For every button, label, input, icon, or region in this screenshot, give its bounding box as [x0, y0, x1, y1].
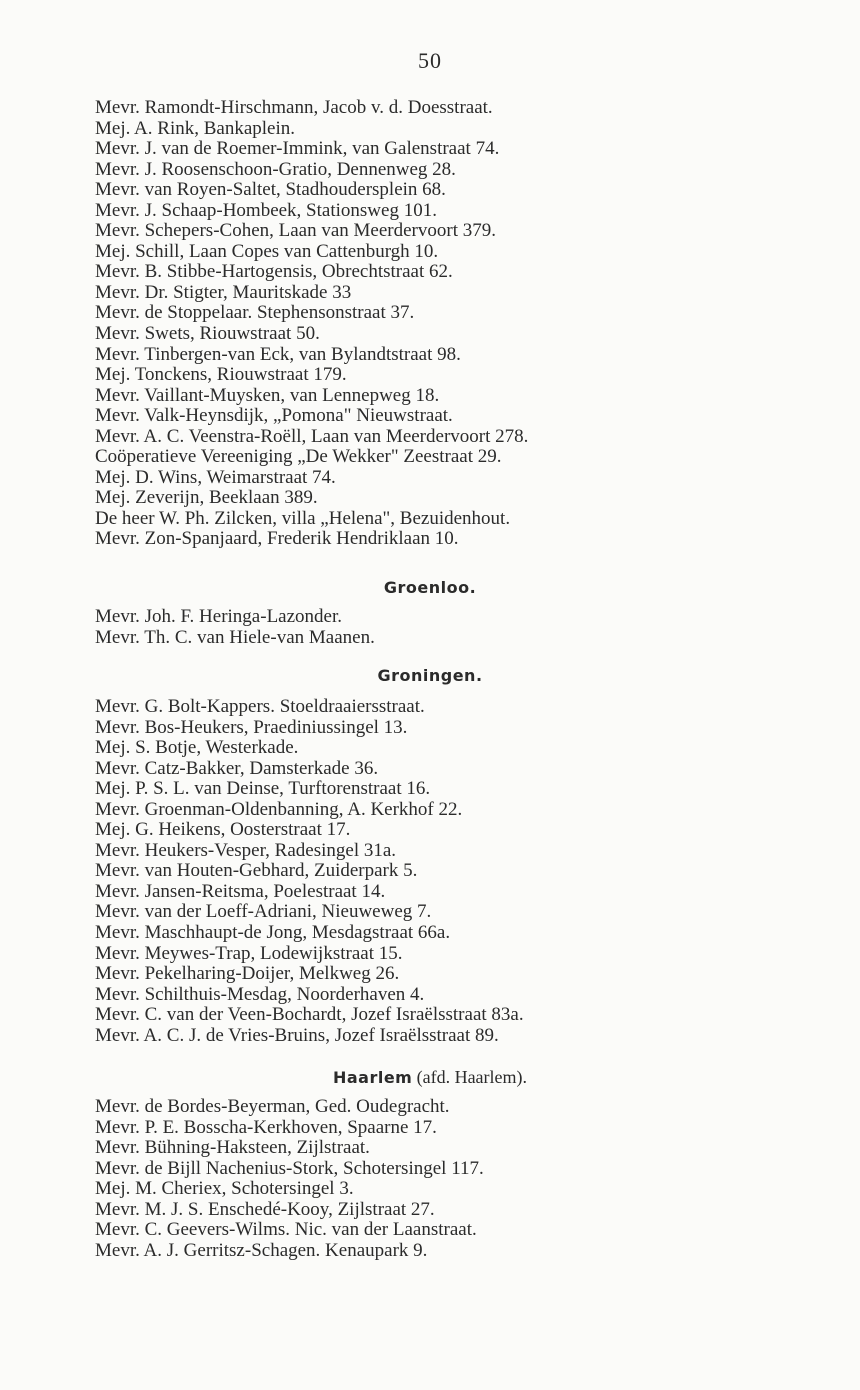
list-item: Mevr. Schepers-Cohen, Laan van Meerdervoort 379.: [95, 220, 496, 242]
list-item: Mevr. Heukers-Vesper, Radesingel 31a.: [95, 839, 397, 861]
list-item: Mej. D. Wins, Weimarstraat 74.: [95, 466, 336, 488]
list-item: Mevr. C. Geevers-Wilms. Nic. van der Laanstraat.: [95, 1219, 477, 1241]
list-item: Mevr. de Bijll Nachenius-Stork, Schotersingel 117.: [95, 1157, 484, 1179]
list-item: Mevr. Catz-Bakker, Damsterkade 36.: [95, 757, 379, 779]
list-item: Mevr. J. Roosenschoon-Gratio, Dennenweg 28.: [95, 158, 456, 180]
section-heading-groningen: [0, 666, 860, 686]
list-item: Mevr. Bühning-Haksteen, Zijlstraat.: [95, 1137, 370, 1159]
page-number: 50: [418, 48, 442, 73]
list-item: Mej. M. Cheriex, Schotersingel 3.: [95, 1178, 354, 1200]
section-heading-text: Haarlem: [332, 1068, 413, 1087]
list-item: Mevr. G. Bolt-Kappers. Stoeldraaiersstraat.: [95, 696, 425, 717]
list-item: Mevr. Zon-Spanjaard, Frederik Hendriklaan 10.: [95, 528, 459, 550]
section-heading-suffix: (afd. Haarlem).: [416, 1067, 528, 1087]
list-item: Mevr. Dr. Stigter, Mauritskade 33: [95, 281, 352, 303]
list-item: Mevr. Valk-Heynsdijk, „Pomona" Nieuwstraat.: [95, 405, 453, 427]
list-item: Mevr. J. Schaap-Hombeek, Stationsweg 101.: [95, 199, 437, 221]
list-item: Mevr. A. C. J. de Vries-Bruins, Jozef Israëlsstraat 89.: [95, 1024, 499, 1046]
list-item: Mej. Tonckens, Riouwstraat 179.: [95, 364, 347, 386]
list-item: Mevr. Schilthuis-Mesdag, Noorderhaven 4.: [95, 983, 425, 1005]
list-item: Mej. G. Heikens, Oosterstraat 17.: [95, 819, 351, 841]
entry-list-den-haag: [95, 98, 795, 550]
list-item: Mevr. B. Stibbe-Hartogensis, Obrechtstraat 62.: [95, 261, 453, 283]
section-heading-groenloo: [0, 578, 860, 598]
entry-list-groningen: [95, 697, 795, 1046]
list-item: Mevr. de Stoppelaar. Stephensonstraat 37.: [95, 302, 415, 324]
list-item: Mevr. van der Loeff-Adriani, Nieuweweg 7.: [95, 901, 432, 923]
list-item: Mej. Zeverijn, Beeklaan 389.: [95, 487, 318, 509]
list-item: Mej. Schill, Laan Copes van Cattenburgh 10.: [95, 240, 439, 262]
list-item: Mevr. A. C. Veenstra-Roëll, Laan van Meerdervoort 278.: [95, 425, 529, 447]
list-item: Mevr. Tinbergen-van Eck, van Bylandtstraat 98.: [95, 343, 461, 365]
list-item: Mevr. Meywes-Trap, Lodewijkstraat 15.: [95, 942, 403, 964]
list-item: Mevr. Vaillant-Muysken, van Lennepweg 18.: [95, 384, 440, 406]
list-item: Mevr. M. J. S. Enschedé-Kooy, Zijlstraat 27.: [95, 1198, 435, 1220]
list-item: Mej. S. Botje, Westerkade.: [95, 737, 299, 759]
list-item: Mevr. Joh. F. Heringa-Lazonder.: [95, 606, 342, 627]
list-item: Mevr. A. J. Gerritsz-Schagen. Kenaupark 9.: [95, 1239, 428, 1261]
list-item: Mevr. Swets, Riouwstraat 50.: [95, 323, 320, 345]
list-item: Mevr. Th. C. van Hiele-van Maanen.: [95, 626, 375, 648]
list-item: Coöperatieve Vereeniging „De Wekker" Zeestraat 29.: [95, 446, 502, 468]
entry-list-haarlem: [95, 1097, 795, 1261]
section-heading-text: Groningen.: [377, 666, 483, 685]
list-item: Mej. P. S. L. van Deinse, Turftorenstraat 16.: [95, 778, 431, 800]
list-item: Mevr. Groenman-Oldenbanning, A. Kerkhof 22.: [95, 798, 463, 820]
section-heading-text: Groenloo.: [383, 578, 477, 597]
section-heading-haarlem: [0, 1067, 860, 1088]
entry-list-groenloo: [95, 607, 795, 648]
list-item: Mevr. C. van der Veen-Bochardt, Jozef Israëlsstraat 83a.: [95, 1004, 524, 1026]
list-item: Mevr. Jansen-Reitsma, Poelestraat 14.: [95, 880, 386, 902]
list-item: Mevr. Pekelharing-Doijer, Melkweg 26.: [95, 963, 400, 985]
list-item: Mevr. Ramondt-Hirschmann, Jacob v. d. Doesstraat.: [95, 97, 493, 118]
list-item: Mevr. J. van de Roemer-Immink, van Galenstraat 74.: [95, 138, 500, 160]
list-item: Mevr. van Royen-Saltet, Stadhoudersplein 68.: [95, 179, 446, 201]
list-item: Mevr. Bos-Heukers, Praediniussingel 13.: [95, 716, 408, 738]
list-item: Mevr. Maschhaupt-de Jong, Mesdagstraat 66a.: [95, 922, 451, 944]
list-item: Mevr. de Bordes-Beyerman, Ged. Oudegracht.: [95, 1096, 450, 1117]
list-item: Mevr. P. E. Bosscha-Kerkhoven, Spaarne 17.: [95, 1116, 437, 1138]
list-item: Mevr. van Houten-Gebhard, Zuiderpark 5.: [95, 860, 418, 882]
list-item: Mej. A. Rink, Bankaplein.: [95, 117, 296, 139]
list-item: De heer W. Ph. Zilcken, villa „Helena", Bezuidenhout.: [95, 507, 511, 529]
